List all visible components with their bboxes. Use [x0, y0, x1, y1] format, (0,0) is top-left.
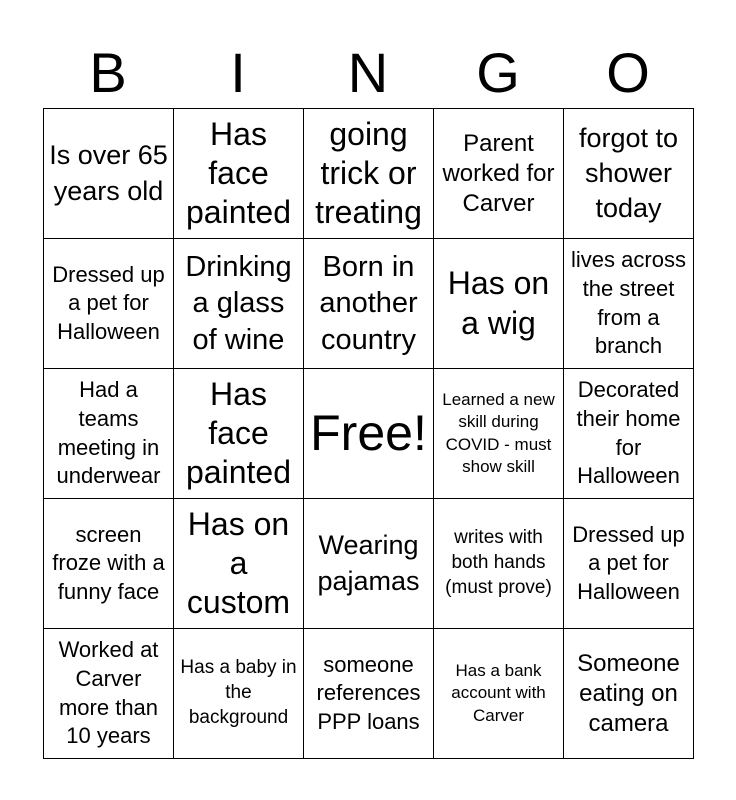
cell-text: Had a teams meeting in underwear: [56, 377, 161, 489]
cell-text: Dressed up a pet for Halloween: [572, 521, 685, 604]
cell-text: Decorated their home for Halloween: [576, 377, 681, 489]
free-space-text: Free!: [310, 405, 427, 462]
header-letter-n: N: [347, 41, 389, 104]
bingo-cell[interactable]: [304, 239, 434, 369]
cell-text: Has a bank account with Carver: [451, 661, 546, 725]
bingo-cell[interactable]: [44, 109, 174, 239]
cell-text: going trick or treating: [315, 115, 422, 231]
cell-text: Born in another country: [319, 251, 418, 356]
bingo-cell[interactable]: [564, 239, 694, 369]
cell-text: writes with both hands (must prove): [445, 527, 552, 598]
cell-text: Has face painted: [186, 115, 291, 231]
cell-text: forgot to shower today: [578, 122, 679, 224]
cell-text: Learned a new skill during COVID - must show skill: [442, 390, 555, 476]
bingo-cell[interactable]: [174, 629, 304, 759]
header-letter-i: I: [230, 41, 246, 104]
bingo-cell[interactable]: [564, 629, 694, 759]
cell-text: Worked at Carver more than 10 years: [58, 637, 159, 749]
header-letter-g: G: [476, 41, 520, 104]
bingo-cell[interactable]: [44, 369, 174, 499]
bingo-cell[interactable]: [174, 499, 304, 629]
cell-text: Has face painted: [186, 375, 291, 491]
bingo-header: [43, 38, 693, 108]
bingo-cell[interactable]: [434, 629, 564, 759]
bingo-cell[interactable]: [174, 369, 304, 499]
cell-text: Has a baby in the background: [180, 657, 297, 728]
cell-text: Dressed up a pet for Halloween: [52, 261, 165, 344]
free-space-cell[interactable]: [304, 369, 434, 499]
header-letter-b: B: [89, 41, 127, 104]
bingo-board: [43, 108, 694, 759]
bingo-cell[interactable]: [44, 629, 174, 759]
cell-text: Has on a wig: [447, 265, 550, 341]
cell-text: Drinking a glass of wine: [185, 251, 292, 356]
bingo-cell[interactable]: [434, 239, 564, 369]
bingo-cell[interactable]: [44, 499, 174, 629]
header-letter-o: O: [606, 41, 650, 104]
cell-text: Wearing pajamas: [317, 530, 420, 596]
bingo-cell[interactable]: [304, 109, 434, 239]
bingo-cell[interactable]: [44, 239, 174, 369]
bingo-cell[interactable]: [564, 369, 694, 499]
bingo-cell[interactable]: [174, 109, 304, 239]
cell-text: Parent worked for Carver: [442, 129, 555, 217]
cell-text: lives across the street from a branch: [571, 247, 686, 359]
cell-text: screen froze with a funny face: [52, 521, 165, 604]
bingo-cell[interactable]: [434, 369, 564, 499]
bingo-cell[interactable]: [174, 239, 304, 369]
bingo-cell[interactable]: [434, 499, 564, 629]
bingo-cell[interactable]: [304, 499, 434, 629]
cell-text: Is over 65 years old: [49, 140, 168, 206]
bingo-cell[interactable]: [434, 109, 564, 239]
bingo-cell[interactable]: [564, 499, 694, 629]
bingo-cell[interactable]: [564, 109, 694, 239]
bingo-cell[interactable]: [304, 629, 434, 759]
cell-text: Has on a custom: [186, 505, 291, 621]
cell-text: someone references PPP loans: [316, 651, 421, 734]
cell-text: Someone eating on camera: [577, 649, 680, 737]
